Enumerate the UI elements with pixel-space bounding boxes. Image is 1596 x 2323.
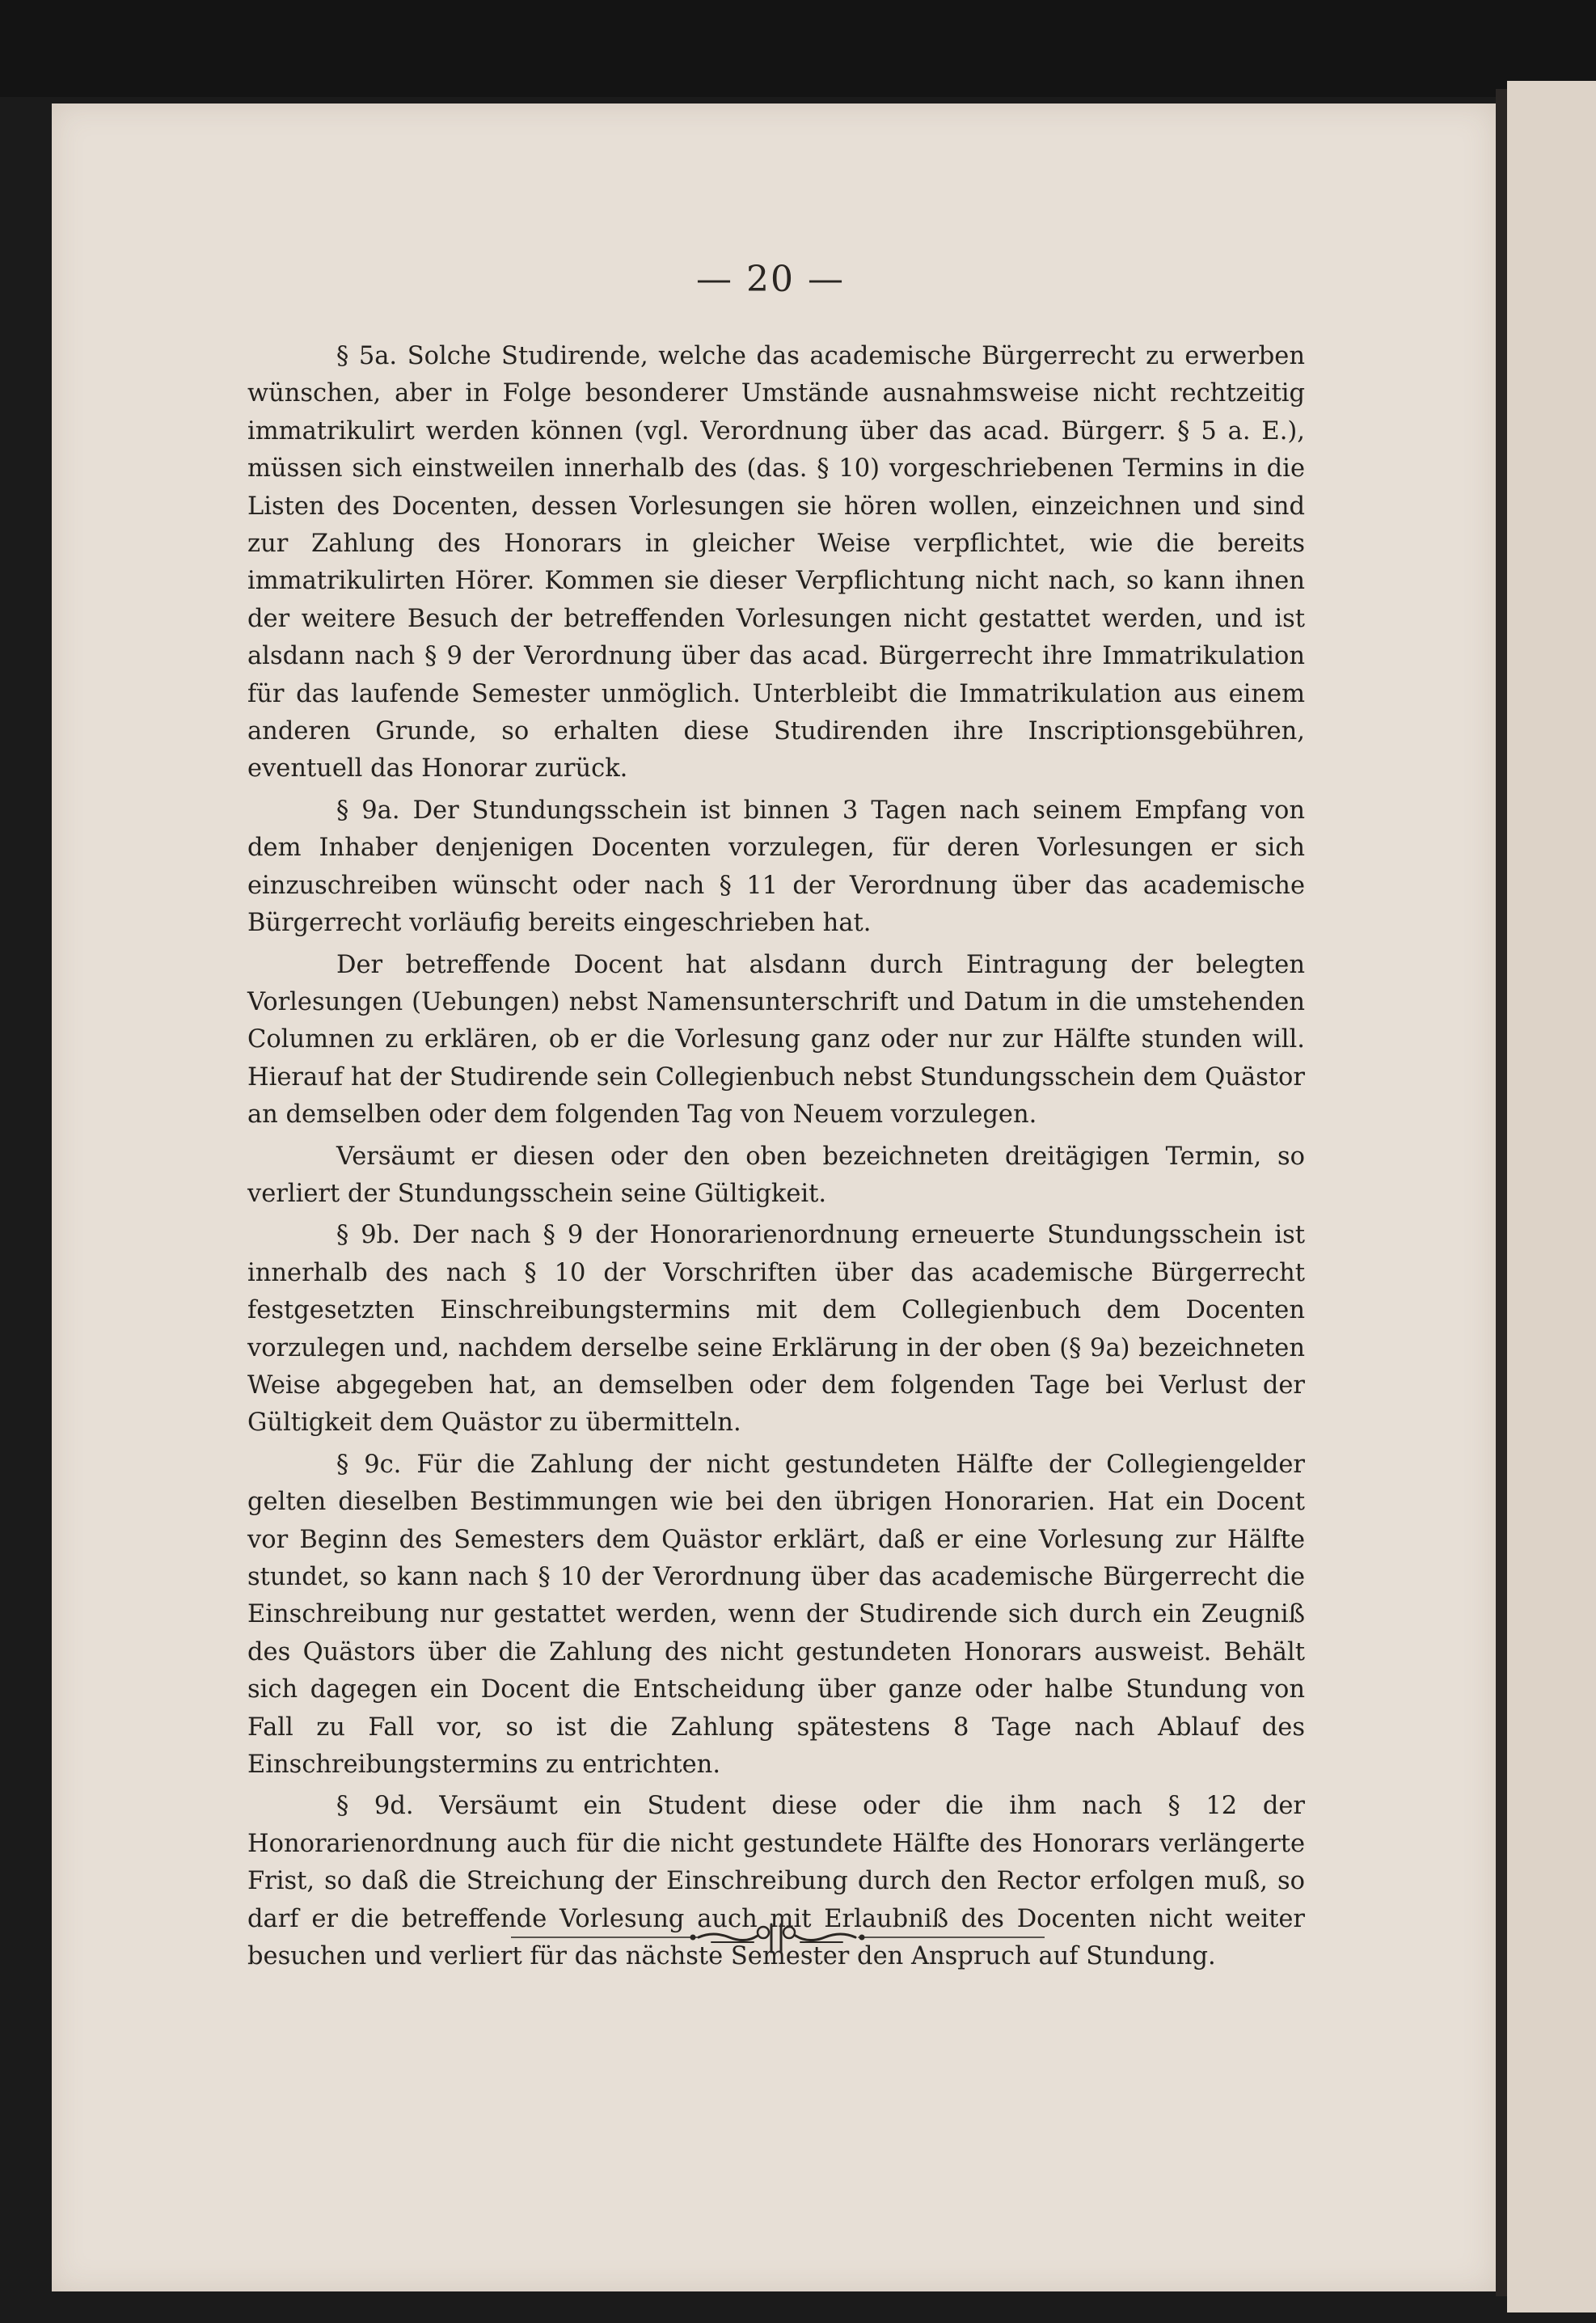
paragraph-9c: § 9c. Für die Zahlung der nicht gestundeten Hälfte der Collegiengelder gelten dieselben Bestimmungen wie bei den übrigen Honorarien. Hat ein Docent vor Beginn des Semesters dem Quästor erklärt, daß er eine Vorlesung zur Hälfte stundet, so kann nach § 10 der Verordnung über das academische Bürgerrecht die Einschreibung nur gestattet werden, wenn der Studirende sich durch ein Zeugniß des Quästors über die Zahlung des nicht gestundeten Honorars ausweist. Behält sich dagegen ein Docent die Entscheidung über ganze oder halbe Stundung von Fall zu Fall vor, so ist die Zahlung spätestens 8 Tage nach Ablauf des Einschreibungstermins zu entrichten.	[247, 1450, 1305, 1780]
paragraph-9d: § 9d. Versäumt ein Student diese oder die ihm nach § 12 der Honorarienordnung auch für die nicht gestundete Hälfte des Honorars verlängerte Frist, so daß die Streichung der Einschreibung durch den Rector erfolgen muß, so darf er die betreffende Vorlesung auch mit Erlaubniß des Docenten nicht weiter besuchen und verliert für das nächste Semester den Anspruch auf Stundung.	[247, 1792, 1305, 1971]
decorative-rule-ornament-icon	[511, 1915, 1045, 1963]
paragraph-9a-deadline: Versäumt er diesen oder den oben bezeichneten dreitägigen Termin, so verliert der Stundungsschein seine Gültigkeit.	[247, 1142, 1305, 1208]
paragraph-9a-continued: Der betreffende Docent hat alsdann durch Eintragung der belegten Vorlesungen (Uebungen) nebst Namensunterschrift und Datum in die umstehenden Columnen zu erklären, ob er die Vorlesung ganz oder nur zur Hälfte stunden will. Hierauf hat der Studirende sein Collegienbuch nebst Stundungsschein dem Quästor an demselben oder dem folgenden Tag von Neuem vorzulegen.	[247, 950, 1305, 1130]
page-body	[247, 338, 1305, 1979]
paragraph-5a: § 5a. Solche Studirende, welche das academische Bürgerrecht zu erwerben wünschen, aber in Folge besonderer Umstände ausnahmsweise nicht rechtzeitig immatrikulirt werden können (vgl. Verordnung über das acad. Bürgerr. § 5 a. E.), müssen sich einstweilen innerhalb des (das. § 10) vorgeschriebenen Termins in die Listen des Docenten, dessen Vorlesungen sie hören wollen, einzeichnen und sind zur Zahlung des Honorars in gleicher Weise verpflichtet, wie die bereits immatrikulirten Hörer. Kommen sie dieser Verpflichtung nicht nach, so kann ihnen der weitere Besuch der betreffenden Vorlesungen nicht gestattet werden, und ist alsdann nach § 9 der Verordnung über das acad. Bürgerrecht ihre Immatrikulation für das laufende Semester unmöglich. Unterbleibt die Immatrikulation aus einem anderen Grunde, so erhalten diese Studirenden ihre Inscriptionsgebühren, eventuell das Honorar zurück.	[247, 342, 1305, 783]
scan-background-top	[0, 0, 1596, 97]
adjacent-page-edge	[1507, 81, 1596, 2312]
paragraph-9a: § 9a. Der Stundungsschein ist binnen 3 Tagen nach seinem Empfang von dem Inhaber denjenigen Docenten vorzulegen, für deren Vorlesungen er sich einzuschreiben wünscht oder nach § 11 der Verordnung über das academische Bürgerrecht vorläufig bereits eingeschrieben hat.	[247, 796, 1305, 938]
page-gutter-shadow	[1496, 89, 1507, 2296]
paragraph-9b: § 9b. Der nach § 9 der Honorarienordnung erneuerte Stundungsschein ist innerhalb des nach § 10 der Vorschriften über das academische Bürgerrecht festgesetzten Einschreibungstermins mit dem Collegienbuch dem Docenten vorzulegen und, nachdem derselbe seine Erklärung in der oben (§ 9a) bezeichneten Weise abgegeben hat, an demselben oder dem folgenden Tage bei Verlust der Gültigkeit dem Quästor zu übermitteln.	[247, 1221, 1305, 1438]
page-number: — 20 —	[696, 259, 845, 300]
